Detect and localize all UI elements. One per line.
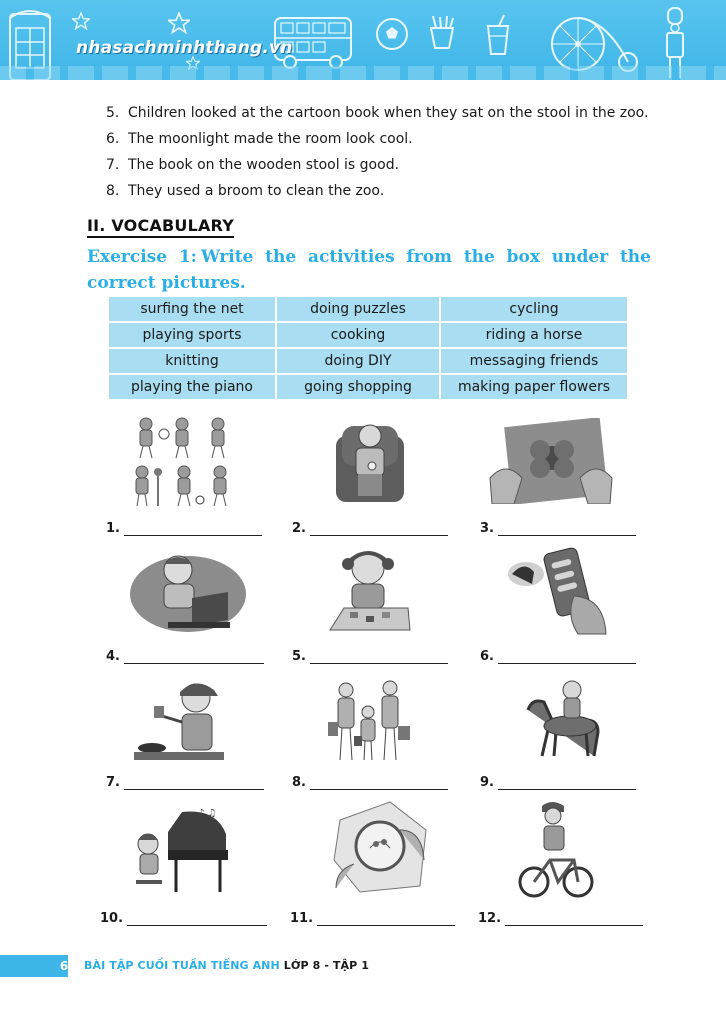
answer-line-5[interactable] <box>292 646 448 664</box>
answer-number: 4. <box>106 649 120 664</box>
picture-boy-riding-horse <box>516 680 608 760</box>
svg-text:♪ ♫: ♪ ♫ <box>198 808 217 819</box>
sentence-item <box>106 126 686 152</box>
sentence-text: They used a broom to clean the zoo. <box>128 183 385 199</box>
vocab-cell: cycling <box>441 297 627 321</box>
answer-line-10[interactable] <box>100 908 267 926</box>
soccer-ball-icon <box>374 16 410 52</box>
vocab-cell: knitting <box>109 349 275 373</box>
answer-line-12[interactable] <box>478 908 643 926</box>
picture-boy-cycling <box>518 800 594 900</box>
answer-line-2[interactable] <box>292 518 448 536</box>
answer-line-8[interactable] <box>292 772 448 790</box>
answer-number: 6. <box>480 649 494 664</box>
answer-line-3[interactable] <box>480 518 636 536</box>
answer-number: 9. <box>480 775 494 790</box>
picture-girl-doing-puzzles <box>326 546 412 634</box>
exercise-label: Exercise 1: <box>87 247 197 267</box>
guard-soldier-icon <box>660 6 690 80</box>
answer-number: 10. <box>100 911 124 926</box>
sentence-item <box>106 100 686 126</box>
header-banner <box>0 0 726 80</box>
answer-number: 8. <box>292 775 306 790</box>
answer-number: 11. <box>290 911 314 926</box>
sentence-list <box>106 100 686 204</box>
answer-line-7[interactable] <box>106 772 264 790</box>
footer-title-part1: BÀI TẬP CUỐI TUẦN TIẾNG ANH <box>84 959 280 972</box>
exercise-title <box>87 244 651 296</box>
answer-number: 3. <box>480 521 494 536</box>
star-icon <box>186 56 200 70</box>
vocab-cell: messaging friends <box>441 349 627 373</box>
picture-family-going-shopping <box>326 676 412 764</box>
picture-girl-cooking <box>134 676 226 764</box>
drink-cup-icon <box>484 14 512 56</box>
sentence-item <box>106 152 686 178</box>
sentence-number: 7. <box>106 157 120 173</box>
fries-icon <box>428 14 456 50</box>
site-name[interactable]: nhasachminhthang.vn <box>76 38 293 58</box>
vocab-cell: playing sports <box>109 323 275 347</box>
sentence-text: The moonlight made the room look cool. <box>128 131 413 147</box>
sentence-number: 8. <box>106 183 120 199</box>
answer-line-1[interactable] <box>106 518 262 536</box>
answer-line-4[interactable] <box>106 646 264 664</box>
answer-number: 2. <box>292 521 306 536</box>
answer-number: 5. <box>292 649 306 664</box>
picture-girl-playing-piano <box>126 804 232 896</box>
answer-number: 1. <box>106 521 120 536</box>
penny-farthing-bicycle-icon <box>548 10 640 74</box>
vocab-cell: cooking <box>277 323 439 347</box>
exercise-instruction: Write the activities from the box under the correct pictures. <box>87 247 651 293</box>
section-title: II. VOCABULARY <box>87 216 234 238</box>
vocab-cell: going shopping <box>277 375 439 399</box>
answer-number: 7. <box>106 775 120 790</box>
footer-title <box>84 959 369 972</box>
star-icon <box>168 12 190 34</box>
star-icon <box>72 12 90 30</box>
sentence-number: 5. <box>106 105 120 121</box>
answer-number: 12. <box>478 911 502 926</box>
footer-title-part2: LỚP 8 - TẬP 1 <box>283 959 369 972</box>
answer-line-9[interactable] <box>480 772 636 790</box>
sentence-text: The book on the wooden stool is good. <box>128 157 400 173</box>
page-number: 6 <box>59 959 69 973</box>
sentence-number: 6. <box>106 131 120 147</box>
vocab-cell: doing puzzles <box>277 297 439 321</box>
sentence-text: Children looked at the cartoon book when they sat on the stool in the zoo. <box>128 105 649 121</box>
picture-making-paper-flowers <box>488 418 614 504</box>
picture-embroidery-diy <box>330 800 428 896</box>
answer-line-6[interactable] <box>480 646 636 664</box>
vocabulary-box <box>109 297 627 399</box>
picture-messaging-on-phone <box>504 546 608 636</box>
vocab-cell: surfing the net <box>109 297 275 321</box>
vocab-cell: riding a horse <box>441 323 627 347</box>
picture-grandma-knitting <box>332 416 408 508</box>
answer-line-11[interactable] <box>290 908 455 926</box>
phone-booth-icon <box>4 4 56 80</box>
vocab-cell: playing the piano <box>109 375 275 399</box>
picture-kids-playing-sports <box>128 414 238 510</box>
sentence-item <box>106 178 686 204</box>
picture-boy-on-laptop <box>128 548 246 634</box>
vocab-cell: making paper flowers <box>441 375 627 399</box>
vocab-cell: doing DIY <box>277 349 439 373</box>
